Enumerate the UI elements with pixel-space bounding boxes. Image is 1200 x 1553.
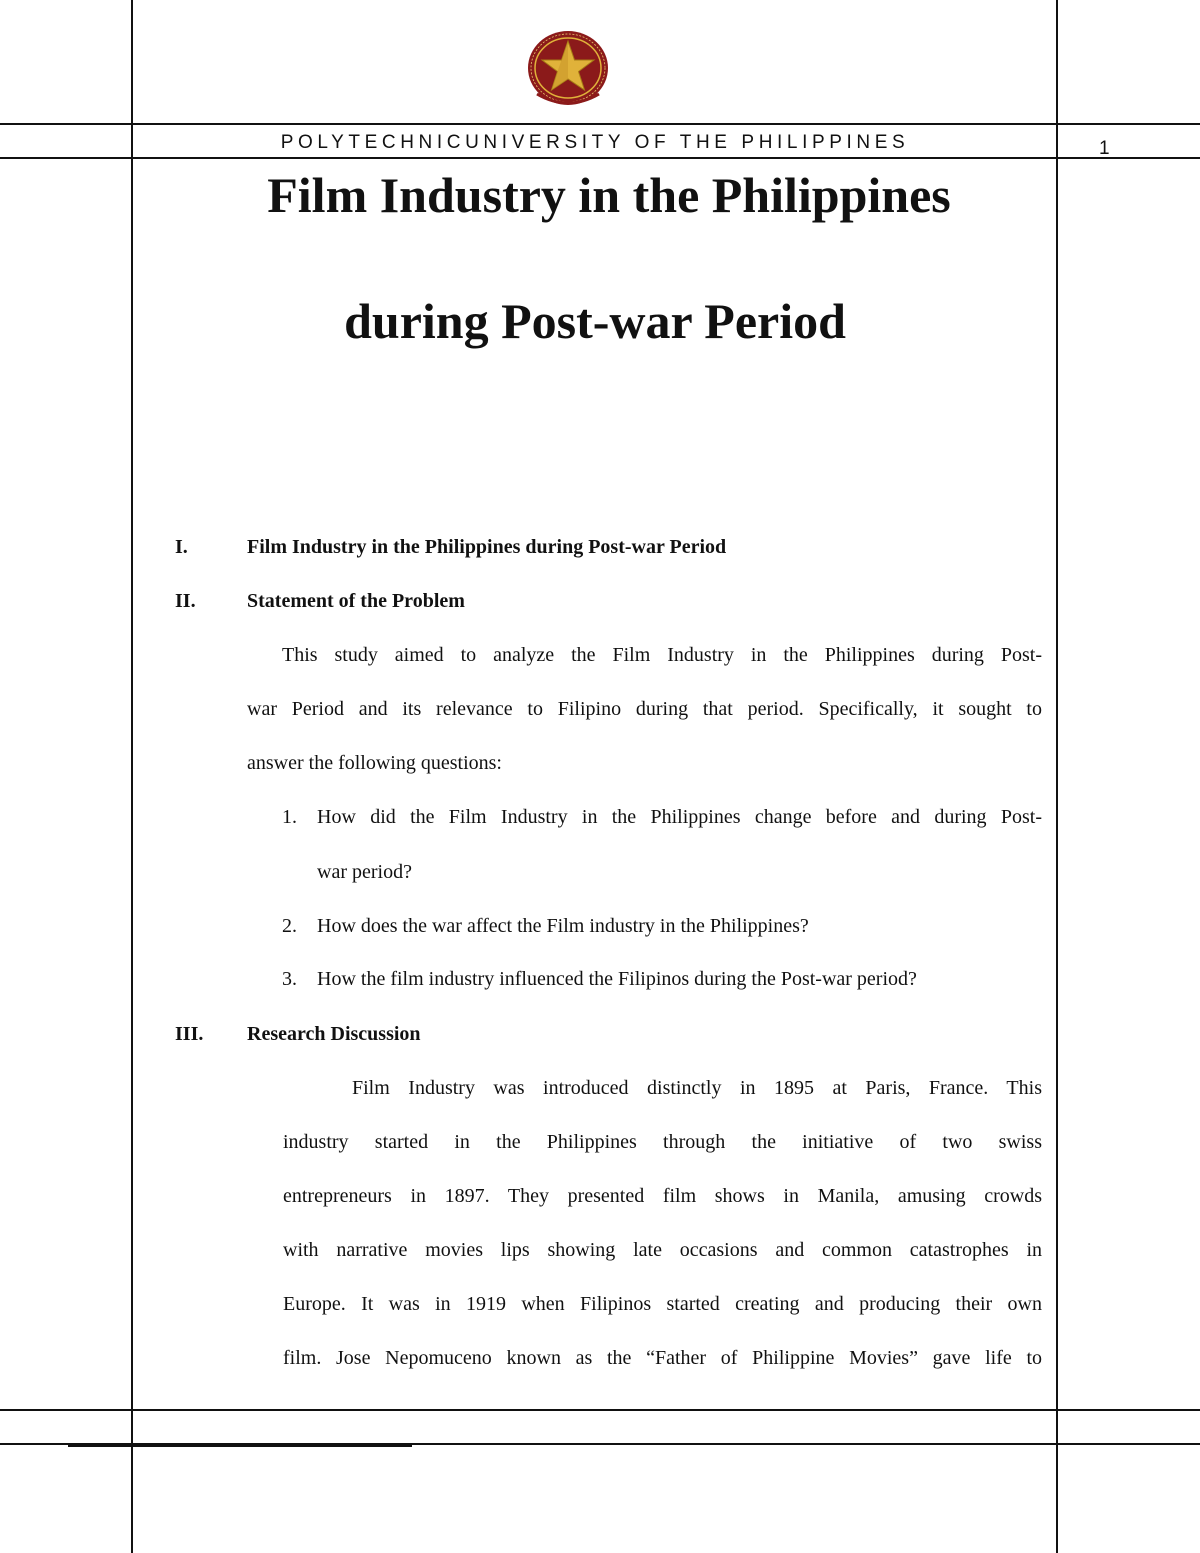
frame-left-rule — [131, 0, 133, 1553]
paragraph-line: entrepreneurs in 1897. They presented film shows in Manila, amusing crowds — [283, 1185, 1042, 1207]
question-number: 3. — [282, 968, 297, 990]
question-number: 1. — [282, 806, 297, 828]
frame-right-rule — [1056, 0, 1058, 1553]
paragraph-line: film. Jose Nepomuceno known as the “Father of Philippine Movies” gave life to — [283, 1347, 1042, 1369]
question-text: How the film industry influenced the Filipinos during the Post-war period? — [317, 968, 917, 990]
page-number: 1 — [1099, 138, 1110, 159]
section-numeral: III. — [175, 1023, 204, 1045]
section-numeral: II. — [175, 590, 196, 612]
paragraph-line: Film Industry was introduced distinctly in 1895 at Paris, France. This — [352, 1077, 1042, 1099]
section-heading: Statement of the Problem — [247, 590, 465, 612]
paragraph-line: industry started in the Philippines through the initiative of two swiss — [283, 1131, 1042, 1153]
question-text: war period? — [317, 861, 412, 883]
section-heading: Film Industry in the Philippines during Post-war Period — [247, 536, 727, 558]
question-text: How did the Film Industry in the Philippines change before and during Post- — [317, 806, 1042, 828]
question-text: How does the war affect the Film industry in the Philippines? — [317, 915, 809, 937]
section-numeral: I. — [175, 536, 188, 558]
footer-top-rule — [0, 1409, 1200, 1411]
header-bottom-rule — [0, 157, 1200, 159]
paragraph-line: Europe. It was in 1919 when Filipinos started creating and producing their own — [283, 1293, 1042, 1315]
paragraph-line: war Period and its relevance to Filipino during that period. Specifically, it sought to — [247, 698, 1042, 720]
footnote-separator — [68, 1444, 412, 1447]
document-title-line-2: during Post-war Period — [344, 293, 846, 349]
paragraph-line: with narrative movies lips showing late occasions and common catastrophes in — [283, 1239, 1042, 1261]
paragraph-line: answer the following questions: — [247, 752, 502, 774]
section-heading: Research Discussion — [247, 1023, 421, 1045]
header-top-rule — [0, 123, 1200, 125]
university-seal-icon — [523, 28, 613, 110]
document-title-line-1: Film Industry in the Philippines — [267, 167, 951, 223]
institution-name: POLYTECHNICUNIVERSITY OF THE PHILIPPINES — [280, 132, 910, 153]
paragraph-line: This study aimed to analyze the Film Industry in the Philippines during Post- — [282, 644, 1042, 666]
question-number: 2. — [282, 915, 297, 937]
